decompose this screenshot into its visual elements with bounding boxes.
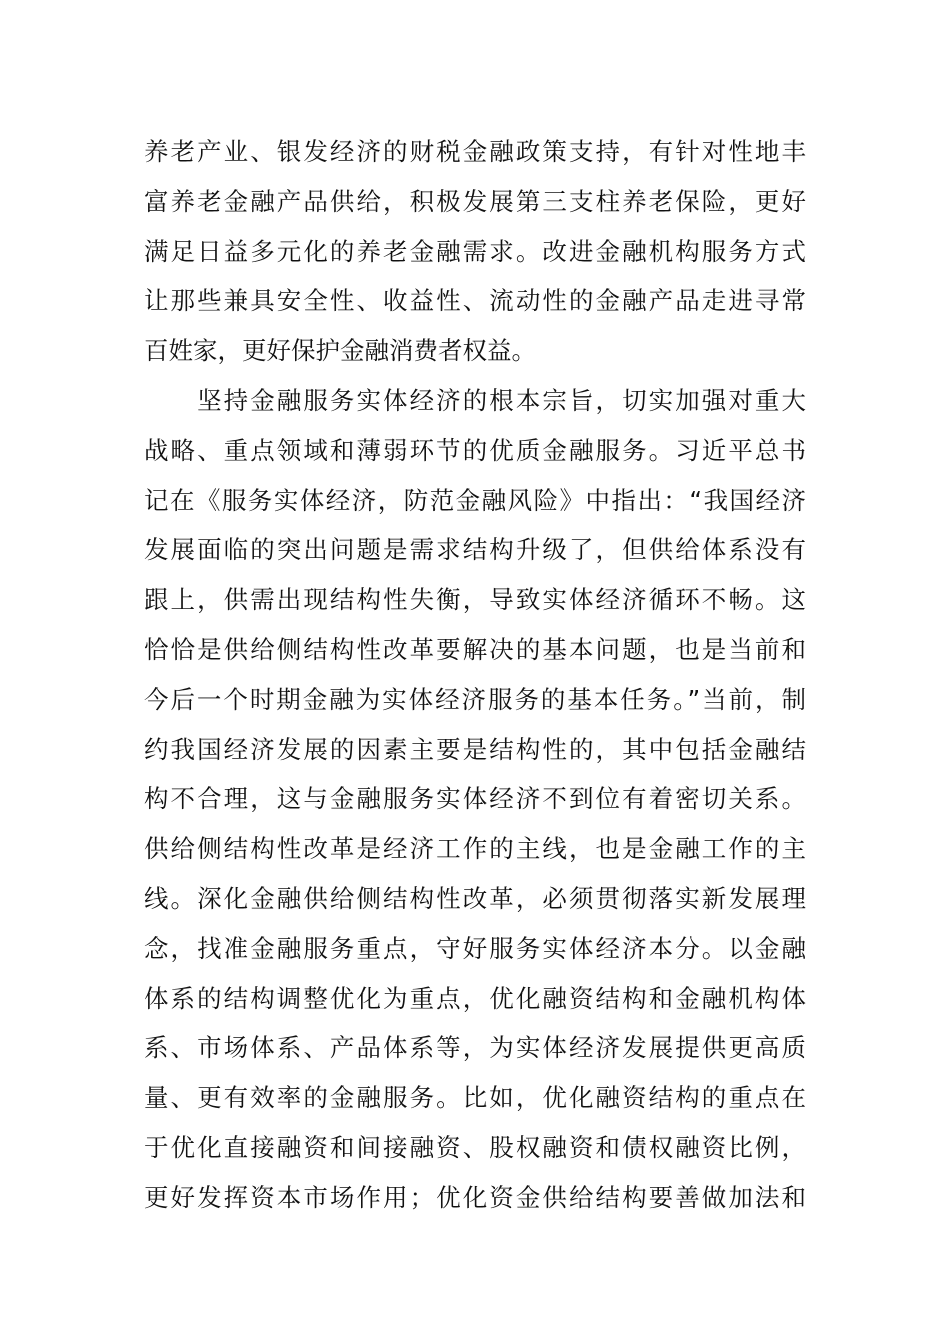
text-line: 百姓家，更好保护金融消费者权益。 — [144, 336, 536, 366]
text-line: 于优化直接融资和间接融资、股权融资和债权融资比例， — [144, 1132, 806, 1162]
text-line: 更好发挥资本市场作用；优化资金供给结构要善做加法和 — [144, 1182, 806, 1212]
text-line: 构不合理，这与金融服务实体经济不到位有着密切关系。 — [144, 784, 806, 814]
text-line: 满足日益多元化的养老金融需求。改进金融机构服务方式 — [144, 236, 806, 266]
text-line: 战略、重点领域和薄弱环节的优质金融服务。习近平总书 — [144, 435, 806, 465]
text-line: 跟上，供需出现结构性失衡，导致实体经济循环不畅。这 — [144, 585, 806, 615]
text-line: 富养老金融产品供给，积极发展第三支柱养老保险，更好 — [144, 186, 806, 216]
text-line: 恰恰是供给侧结构性改革要解决的基本问题，也是当前和 — [144, 634, 806, 664]
body-text — [144, 127, 806, 1223]
text-line: 供给侧结构性改革是经济工作的主线，也是金融工作的主 — [144, 834, 806, 864]
text-line: 念，找准金融服务重点，守好服务实体经济本分。以金融 — [144, 933, 806, 963]
text-line: 发展面临的突出问题是需求结构升级了，但供给体系没有 — [144, 535, 806, 565]
text-line: 约我国经济发展的因素主要是结构性的，其中包括金融结 — [144, 734, 806, 764]
text-line: 记在《服务实体经济，防范金融风险》中指出：“我国经济 — [144, 485, 806, 515]
text-line: 今后一个时期金融为实体经济服务的基本任务。”当前，制 — [144, 684, 806, 714]
text-line: 系、市场体系、产品体系等，为实体经济发展提供更高质 — [144, 1033, 806, 1063]
text-line: 养老产业、银发经济的财税金融政策支持，有针对性地丰 — [144, 137, 806, 166]
text-line: 体系的结构调整优化为重点，优化融资结构和金融机构体 — [144, 983, 806, 1013]
text-line: 线。深化金融供给侧结构性改革，必须贯彻落实新发展理 — [144, 883, 806, 913]
text-line: 量、更有效率的金融服务。比如，优化融资结构的重点在 — [144, 1083, 806, 1113]
text-line: 坚持金融服务实体经济的根本宗旨，切实加强对重大 — [144, 385, 806, 415]
text-line: 让那些兼具安全性、收益性、流动性的金融产品走进寻常 — [144, 286, 806, 316]
